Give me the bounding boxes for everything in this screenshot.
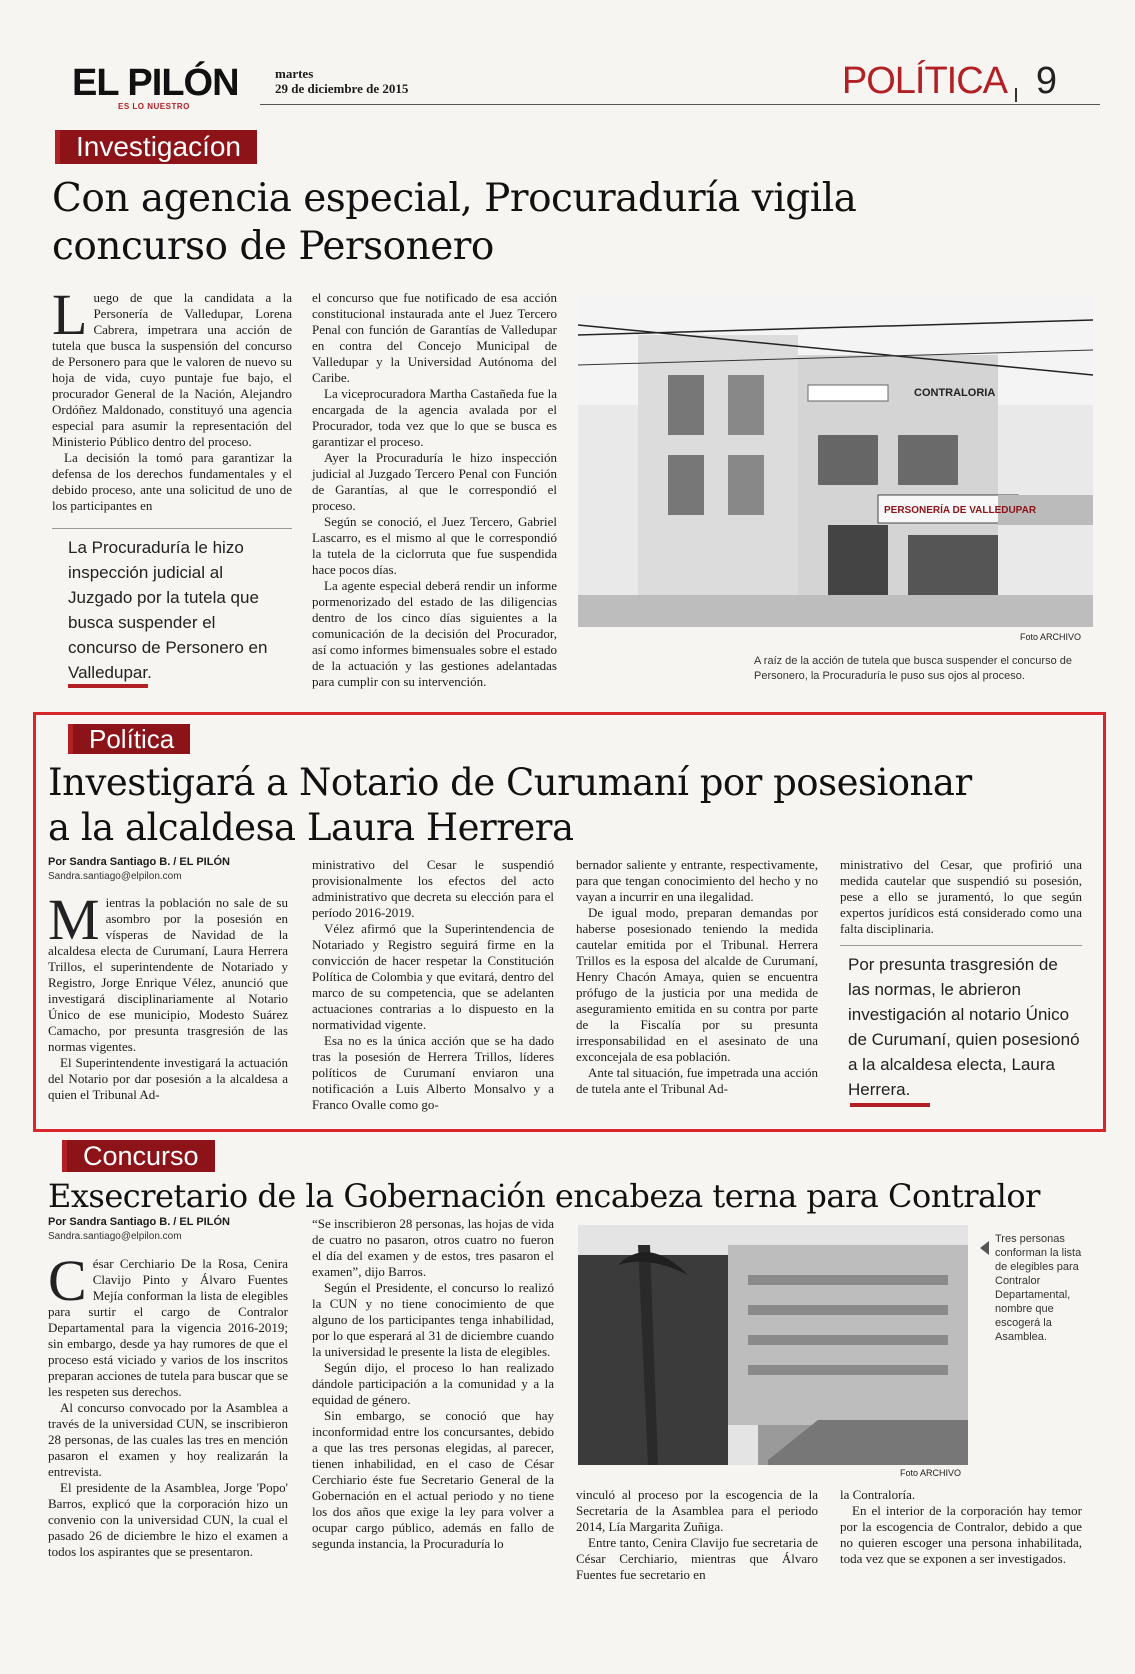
newspaper-tagline: ES LO NUESTRO [118, 102, 190, 111]
article3-col3-p2: Entre tanto, Cenira Clavijo fue secretaria de César Cerchiario, mientras que Álvaro Fuentes fue secretario en [576, 1535, 818, 1582]
page-number: 9 [1035, 60, 1057, 102]
article2-col3-p2: De igual modo, preparan demandas por haberse posesionado teniendo la medida cautelar emitida por el Tribunal. Herrera Trillos es la esposa del alcalde de Curumaní, Henry Chacón Amaya, quien se encuentra prófugo de la justicia por una medida de aseguramiento emitida en su contra por parte de la Fiscalía por su presunta irresponsabilidad en el asesinato de una exconcejala de esa población. [576, 905, 818, 1064]
article3-col2-p3: Según dijo, el proceso lo han realizado dándole participación a la comunidad y a la equidad de género. [312, 1360, 554, 1407]
article1-photo [578, 295, 1093, 627]
article3-tag: Concurso [62, 1140, 215, 1172]
article1-col2-p5: La agente especial deberá rendir un informe pormenorizado del estado de las diligencias dentro de los cinco días siguientes a la comunicación de la decisión del Procurador, así como informes bimensuales sobre el estado de la actuación y las gestiones adelantadas para cumplir con su intervención. [312, 578, 557, 689]
article2-headline-line1: Investigará a Notario de Curumaní por posesionar [48, 761, 972, 804]
article3-side-caption: Tres personas conforman la lista de elegibles para Contralor Departamental, nombre que escogerá la Asamblea. [995, 1233, 1082, 1343]
article1-headline [52, 175, 1092, 271]
article2-tag: Política [68, 724, 190, 754]
section-divider [1015, 88, 1017, 102]
article3-col2-p1: “Se inscribieron 28 personas, las hojas de vida de cuatro no pasaron, otros cuatro no fueron el día del examen y de estos, tres pasaron el examen”, dijo Barros. [312, 1216, 554, 1279]
article2-column2 [312, 857, 554, 1113]
dateline [275, 66, 408, 96]
caption-pointer-icon [980, 1241, 989, 1255]
date: 29 de diciembre de 2015 [275, 81, 409, 96]
article1-tag: Investigacíon [55, 130, 257, 164]
article1-headline-line1: Con agencia especial, Procuraduría vigila [52, 176, 857, 221]
pullquote-top-rule [840, 945, 1082, 946]
article2-email: Sandra.santiago@elpilon.com [48, 871, 182, 882]
article3-photo [578, 1225, 968, 1465]
article2-headline [48, 760, 1098, 850]
article3-headline: Exsecretario de la Gobernación encabeza terna para Contralor [48, 1177, 1040, 1215]
article3-column4 [840, 1487, 1082, 1567]
article3-column2 [312, 1216, 554, 1552]
building-photo-illustration [578, 295, 1093, 627]
article1-photo-credit: Foto ARCHIVO [1020, 632, 1082, 642]
masthead-rule [260, 104, 1100, 105]
article3-col1-p3: El presidente de la Asamblea, Jorge 'Popo' Barros, explicó que la corporación hizo un convenio con la universidad CUN, la cual el pasado 26 de diciembre le hizo el examen a todos los aspirantes que se presentaron. [48, 1480, 288, 1559]
article1-headline-line2: concurso de Personero [52, 224, 494, 269]
article3-email: Sandra.santiago@elpilon.com [48, 1231, 182, 1242]
article3-col1-p1: ésar Cerchiario De la Rosa, Cenira Clavijo Pinto y Álvaro Fuentes Mejía conforman la lista de elegibles para surtir el cargo de Contralor Departamental para la vigencia 2016-2019; sin embargo, desde ya hay rumores de que el proceso está viciado y varios de los inscritos preparan acciones de tutela para buscar que se les respeten sus derechos. [48, 1256, 289, 1399]
article2-col1-p2: El Superintendente investigará la actuación del Notario por dar posesión a la alcaldesa a quien el Tribunal Ad- [48, 1055, 288, 1102]
article1-col1-p2: La decisión la tomó para garantizar la defensa de los derechos fundamentales y el debido proceso, ante una solicitud de uno de los participantes en [52, 450, 292, 513]
article3-col3-p1: vinculó al proceso por la escogencia de la Secretaria de la Asamblea para el periodo 2014, Lía Margarita Zuñiga. [576, 1487, 818, 1534]
article1-col2-p2: La viceprocuradora Martha Castañeda fue la encargada de la agencia avalada por el Procurador, toda vez que lo que se busca es garantizar el proceso. [312, 386, 557, 449]
article2-col2-p3: Esa no es la única acción que se ha dado tras la posesión de Herrera Trillos, líderes políticos de Curumaní enviaron una notificación a Luis Alberto Monsalvo y a Franco Ovalle como go- [312, 1033, 554, 1112]
article2-col3-p1: bernador saliente y entrante, respectivamente, para que tengan conocimiento del hecho y no vayan a incurrir en una ilegalidad. [576, 857, 818, 904]
photo-sign-personeria: PERSONERÍA DE VALLEDUPAR [884, 505, 1037, 516]
article2-headline-line2: a la alcaldesa Laura Herrera [48, 806, 574, 849]
article2-dropcap: M [48, 887, 100, 952]
article1-caption: A raíz de la acción de tutela que busca suspender el concurso de Personero, la Procuraduría le puso sus ojos al proceso. [754, 655, 1072, 682]
weekday: martes [275, 66, 314, 81]
building-photo-illustration [578, 1225, 968, 1465]
article3-byline: Por Sandra Santiago B. / EL PILÓN [48, 1216, 230, 1228]
photo-sign-contraloria: CONTRALORIA [914, 387, 996, 399]
article2-byline: Por Sandra Santiago B. / EL PILÓN [48, 856, 230, 868]
pullquote-accent-rule [850, 1103, 930, 1107]
article2-column3 [576, 857, 818, 1097]
article1-col2-p3: Ayer la Procuraduría le hizo inspección judicial al Juzgado Tercero Penal con Función de Garantías, al que le correspondió el proceso. [312, 450, 557, 513]
article3-dropcap: C [48, 1248, 87, 1313]
article1-pullquote: La Procuraduría le hizo inspección judicial al Juzgado por la tutela que busca suspender el concurso de Personero en Valledupar. [68, 538, 268, 682]
article3-column3 [576, 1487, 818, 1583]
article2-col1-p1: ientras la población no sale de su asombro por la posesión en vísperas de Navidad de la alcaldesa electa de Curumaní, Laura Herrera Trillos, el superintendente de Notariado y Registro, Jorge Enrique Vélez, anunció que investigará disciplinariamente al Notario Único de ese municipio, Modesto Suárez Camacho, por presunta trasgresión de las normas vigentes. [48, 895, 288, 1054]
newspaper-logo: EL PILÓN [72, 62, 239, 104]
article2-col2-p2: Vélez afirmó que la Superintendencia de Notariado y Registro seguirá firme en la convicción de hacer respetar la Constitución Política de Colombia y que evitará, dentro del marco de su competencia, que se adelanten actuaciones contrarias a lo dispuesto en la normatividad vigente. [312, 921, 554, 1032]
article3-col1-p2: Al concurso convocado por la Asamblea a través de la universidad CUN, se inscribieron 28 personas, de las cuales las tres en mención pasaron el examen y hoy realizarán la entrevista. [48, 1400, 288, 1479]
article2-pullquote: Por presunta trasgresión de las normas, le abrieron investigación al notario Único de Curumaní, quien posesionó a la alcaldesa electa, Laura Herrera. [848, 955, 1080, 1099]
article2-column1 [48, 887, 288, 1103]
pullquote-top-rule [52, 528, 292, 529]
article3-col2-p4: Sin embargo, se conoció que hay inconformidad entre los concursantes, debido a que las tres personas elegidas, al parecer, tienen inhabilidad, en el caso de César Cerchiario éste fue Secretario General de la Gobernación en el actual periodo y no tiene los dos años que exige la ley para volver a ocupar cargo público, además en fallo de segunda instancia, la Procuraduría lo [312, 1408, 554, 1551]
article3-col4-p1: la Contraloría. [840, 1487, 916, 1502]
article1-col2-p4: Según se conoció, el Juez Tercero, Gabriel Lascarro, es el mismo al que le correspondió la tutela de la ciclorruta que fue suspendida hace pocos días. [312, 514, 557, 577]
article1-col1-p1: uego de que la candidata a la Personería de Valledupar, Lorena Cabrera, impetrara una acción de tutela que busca la suspensión del concurso de Personero para que le valoren de nuevo su hoja de vida, cuyo puntaje fue bajo, el procurador General de la Nación, Alejandro Ordóñez Maldonado, constituyó una agencia especial para asumir la representación del Ministerio Público dentro del proceso. [52, 290, 292, 449]
article3-col2-p2: Según el Presidente, el concurso lo realizó la CUN y no tiene conocimiento de que alguno de los participantes tenga inhabilidad, por lo que esperará al 31 de diciembre cuando la universidad le presente la lista de elegibles. [312, 1280, 554, 1359]
pullquote-accent-rule [68, 684, 148, 688]
article1-dropcap: L [52, 282, 88, 347]
article3-col4-p2: En el interior de la corporación hay temor por la escogencia de Contralor, debido a que no quieren escoger una persona inhabilitada, toda vez que se exponen a ser investigados. [840, 1503, 1082, 1566]
article3-photo-credit: Foto ARCHIVO [900, 1468, 962, 1478]
article2-col2-p1: ministrativo del Cesar le suspendió provisionalmente los efectos del acto administrativo que decreta su elección para el período 2016-2019. [312, 857, 554, 920]
article1-column2 [312, 290, 557, 690]
section-title: POLÍTICA [841, 60, 1007, 102]
article2-col4-p1: ministrativo del Cesar, que profirió una medida cautelar que suspendió su posesión, pese a ello se juramentó, lo que según expertos jurídicos está considerado como una falta disciplinaria. [840, 857, 1082, 936]
article3-column1 [48, 1248, 289, 1560]
article2-column4 [840, 857, 1082, 937]
article1-col2-p1: el concurso que fue notificado de esa acción constitucional instaurada ante el Juez Tercero Penal con función de Garantías de Valledupar en contra del Concejo Municipal de Valledupar y la Universidad Autónoma del Caribe. [312, 290, 557, 385]
article1-column1 [52, 282, 292, 514]
article2-col3-p3: Ante tal situación, fue impetrada una acción de tutela ante el Tribunal Ad- [576, 1065, 818, 1096]
